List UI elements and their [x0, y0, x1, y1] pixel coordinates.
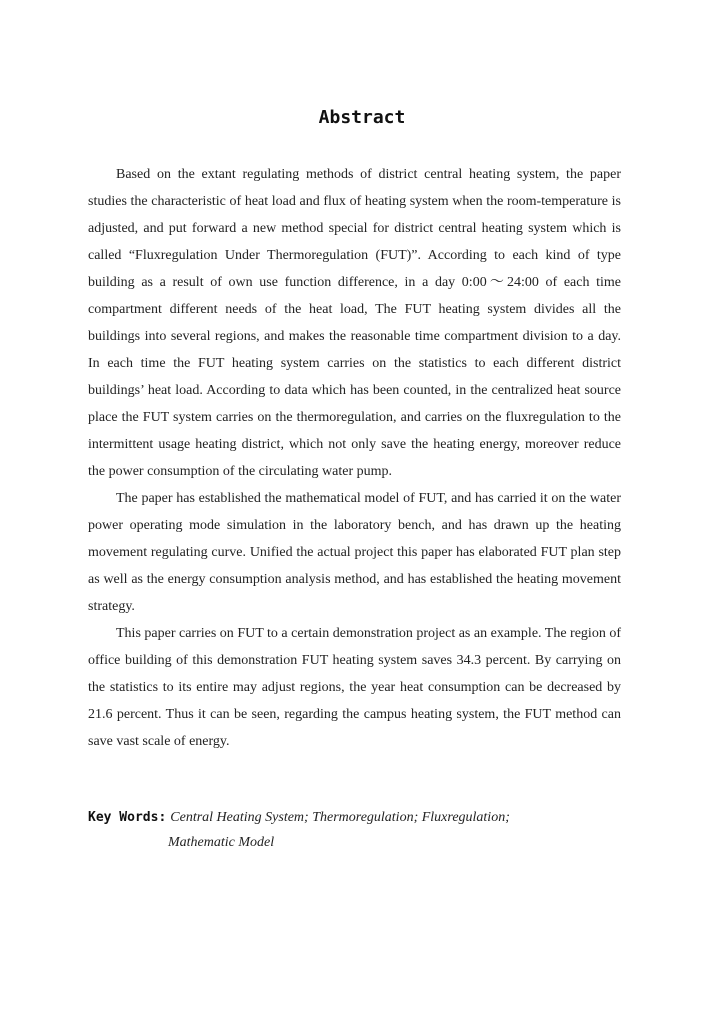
keywords-label: Key Words: — [88, 810, 167, 825]
keywords-list-line-1: Central Heating System; Thermoregulation; Fluxregulation; — [170, 810, 510, 825]
keywords-section — [88, 805, 621, 850]
keywords-first-line — [88, 805, 621, 830]
abstract-title: Abstract — [318, 107, 406, 128]
abstract-paragraph-2: The paper has established the mathematical model of FUT, and has carried it on the water power operating mode simulation in the laboratory bench, and has drawn up the heating movement regulating curve. Unified the actual project this paper has elaborated FUT plan step as well as the energy consumption analysis method, and has established the heating movement strategy. — [88, 491, 621, 614]
abstract-paragraph-3: This paper carries on FUT to a certain demonstration project as an example. The region of office building of this demonstration FUT heating system saves 34.3 percent. By carrying on the statistics to its entire may adjust regions, the year heat consumption can be decreased by 21.6 percent. Thus it can be seen, regarding the campus heating system, the FUT method can save vast scale of energy. — [88, 626, 621, 749]
keywords-list-line-2: Mathematic Model — [168, 835, 275, 850]
abstract-paragraph-1: Based on the extant regulating methods of district central heating system, the paper studies the characteristic of heat load and flux of heating system when the room-temperature is adjusted, and put forward a new method special for district central heating system which is called “Fluxregulation Under Thermoregulation (FUT)”. According to each kind of type building as a result of own use function difference, in a day 0:00～24:00 of each time compartment different needs of the heat load, The FUT heating system divides all the buildings into several regions, and makes the reasonable time compartment division to a day. In each time the FUT heating system carries on the statistics to each different district buildings’ heat load. According to data which has been counted, in the centralized heat source place the FUT system carries on the thermoregulation, and carries on the fluxregulation to the intermittent usage heating district, which not only save the heating energy, moreover reduce the power consumption of the circulating water pump. — [88, 167, 621, 479]
abstract-body — [88, 161, 621, 755]
